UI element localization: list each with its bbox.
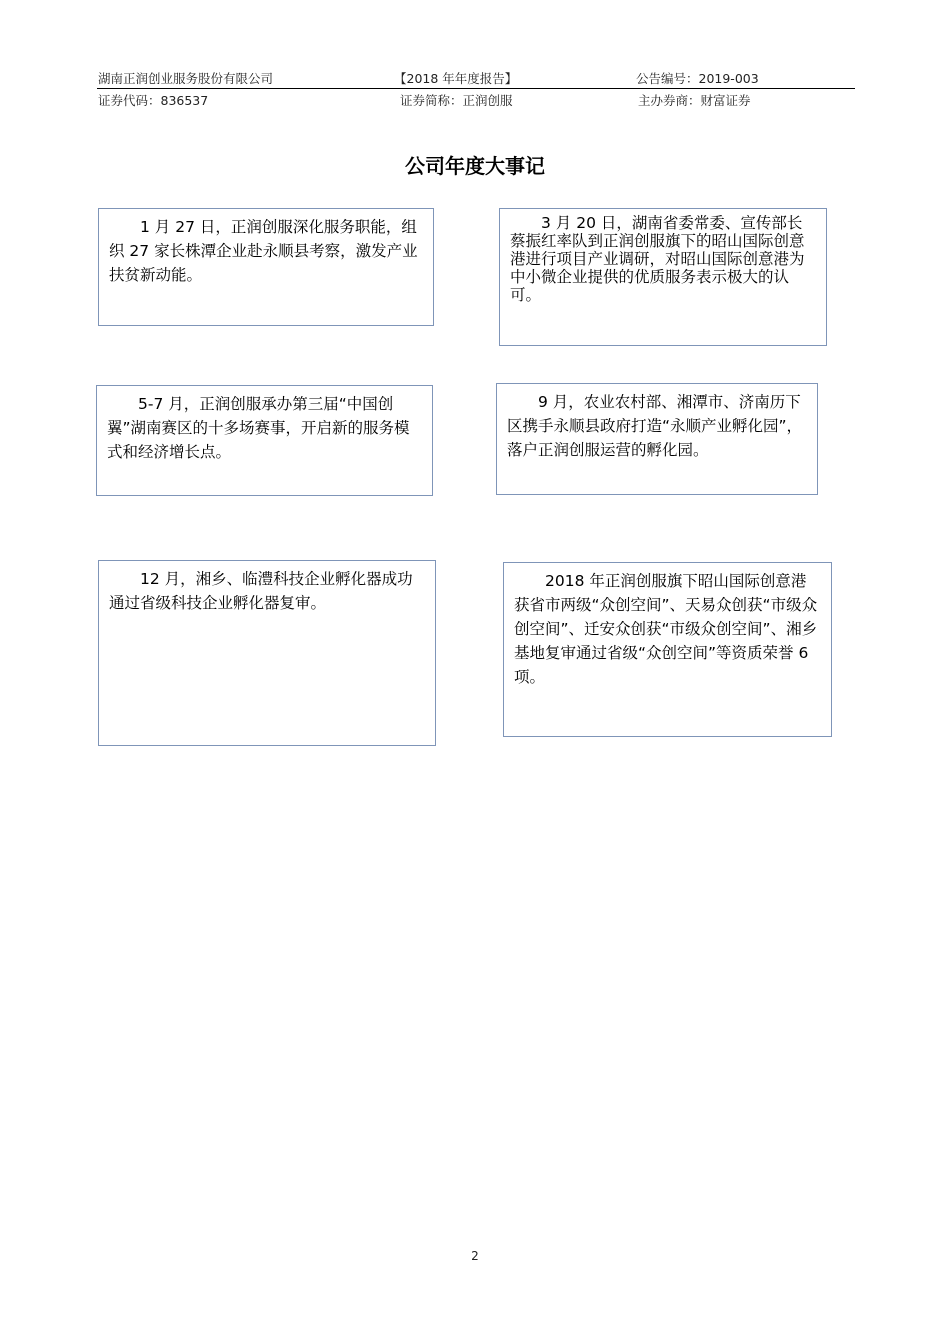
header-notice-no: 公告编号：2019-003	[636, 71, 759, 86]
event-box-honors	[503, 562, 832, 737]
event-text-honors: 2018 年正润创服旗下昭山国际创意港获省市两级“众创空间”、天易众创获“市级众创空间”、迁安众创获“市级众创空间”、湘乡基地复审通过省级“众创空间”等资质荣誉 6 项。	[514, 572, 818, 686]
event-text-sep: 9 月，农业农村部、湘潭市、济南历下区携手永顺县政府打造“永顺产业孵化园”，落户正润创服运营的孵化园。	[507, 393, 803, 459]
event-text-jan: 1 月 27 日，正润创服深化服务职能，组织 27 家长株潭企业赴永顺县考察，激发产业扶贫新动能。	[109, 218, 418, 284]
page-number: 2	[471, 1249, 479, 1263]
event-box-mar	[499, 208, 827, 346]
header-rule	[97, 88, 855, 89]
event-text-dec: 12 月，湘乡、临澧科技企业孵化器成功通过省级科技企业孵化器复审。	[109, 570, 413, 612]
event-box-sep	[496, 383, 818, 495]
header-stock-code: 证券代码：836537	[98, 93, 209, 108]
header-sponsor: 主办券商：财富证券	[638, 93, 751, 108]
event-box-jan	[98, 208, 434, 326]
header-report: 【2018 年年度报告】	[394, 71, 518, 86]
header-company: 湖南正润创业服务股份有限公司	[98, 71, 274, 86]
event-box-dec	[98, 560, 436, 746]
event-box-may-jul	[96, 385, 433, 496]
event-text-mar: 3 月 20 日，湖南省委常委、宣传部长蔡振红率队到正润创服旗下的昭山国际创意港进行项目产业调研，对昭山国际创意港为中小微企业提供的优质服务表示极大的认可。	[510, 214, 805, 304]
header-stock-abbr: 证券简称：正润创服	[400, 93, 513, 108]
event-text-may-jul: 5-7 月，正润创服承办第三届“中国创翼”湖南赛区的十多场赛事，开启新的服务模式和经济增长点。	[107, 395, 410, 461]
page-title: 公司年度大事记	[405, 154, 545, 178]
